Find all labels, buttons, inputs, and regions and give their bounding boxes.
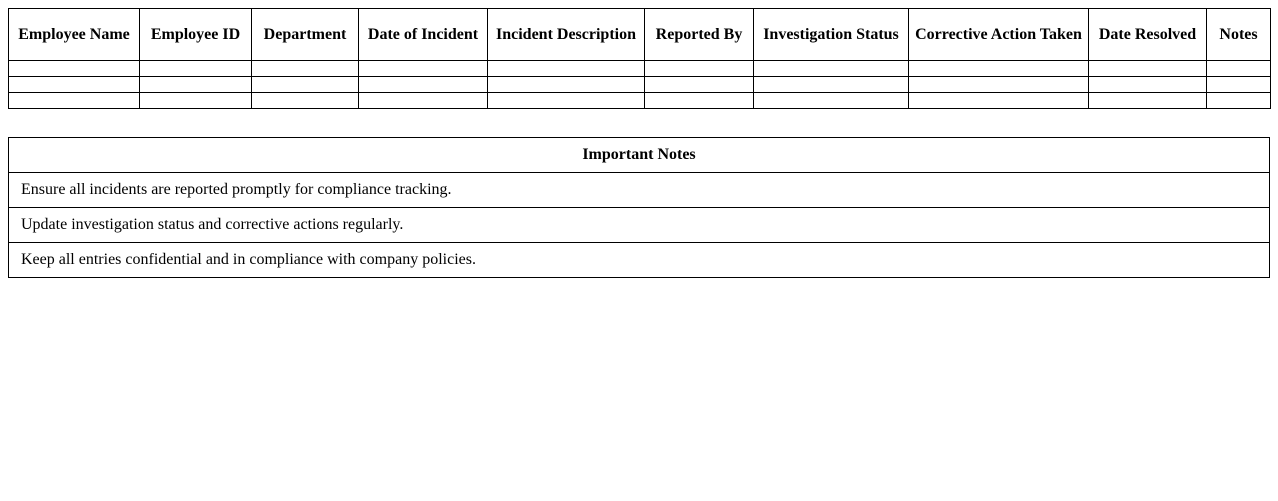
column-header-employee-name: Employee Name [9, 9, 140, 61]
table-cell[interactable] [9, 77, 140, 93]
table-row [9, 77, 1271, 93]
table-cell[interactable] [9, 93, 140, 109]
table-cell[interactable] [488, 61, 645, 77]
table-cell[interactable] [140, 77, 252, 93]
table-cell[interactable] [645, 61, 754, 77]
column-header-incident-description: Incident Description [488, 9, 645, 61]
table-cell[interactable] [1207, 61, 1271, 77]
table-cell[interactable] [1089, 93, 1207, 109]
incident-log-table [8, 8, 1271, 109]
note-item: Update investigation status and corrective actions regularly. [9, 208, 1270, 243]
table-cell[interactable] [1207, 77, 1271, 93]
table-cell[interactable] [909, 77, 1089, 93]
table-cell[interactable] [140, 93, 252, 109]
table-cell[interactable] [359, 61, 488, 77]
table-cell[interactable] [645, 77, 754, 93]
table-row [9, 61, 1271, 77]
table-cell[interactable] [9, 61, 140, 77]
notes-title: Important Notes [9, 138, 1270, 173]
table-cell[interactable] [909, 61, 1089, 77]
column-header-investigation-status: Investigation Status [754, 9, 909, 61]
column-header-employee-id: Employee ID [140, 9, 252, 61]
header-row [9, 9, 1271, 61]
table-cell[interactable] [140, 61, 252, 77]
table-cell[interactable] [252, 61, 359, 77]
table-cell[interactable] [754, 61, 909, 77]
note-item: Ensure all incidents are reported promptly for compliance tracking. [9, 173, 1270, 208]
table-row [9, 93, 1271, 109]
table-cell[interactable] [252, 77, 359, 93]
note-row [9, 243, 1270, 278]
table-cell[interactable] [488, 77, 645, 93]
table-cell[interactable] [754, 93, 909, 109]
table-cell[interactable] [1089, 77, 1207, 93]
notes-header-row [9, 138, 1270, 173]
column-header-date-of-incident: Date of Incident [359, 9, 488, 61]
note-row [9, 208, 1270, 243]
table-cell[interactable] [754, 77, 909, 93]
column-header-corrective-action-taken: Corrective Action Taken [909, 9, 1089, 61]
table-cell[interactable] [359, 77, 488, 93]
table-cell[interactable] [252, 93, 359, 109]
column-header-notes: Notes [1207, 9, 1271, 61]
important-notes-table [8, 137, 1270, 278]
column-header-department: Department [252, 9, 359, 61]
table-cell[interactable] [359, 93, 488, 109]
note-item: Keep all entries confidential and in compliance with company policies. [9, 243, 1270, 278]
table-cell[interactable] [1089, 61, 1207, 77]
table-cell[interactable] [645, 93, 754, 109]
table-cell[interactable] [909, 93, 1089, 109]
table-cell[interactable] [488, 93, 645, 109]
note-row [9, 173, 1270, 208]
table-cell[interactable] [1207, 93, 1271, 109]
column-header-date-resolved: Date Resolved [1089, 9, 1207, 61]
column-header-reported-by: Reported By [645, 9, 754, 61]
